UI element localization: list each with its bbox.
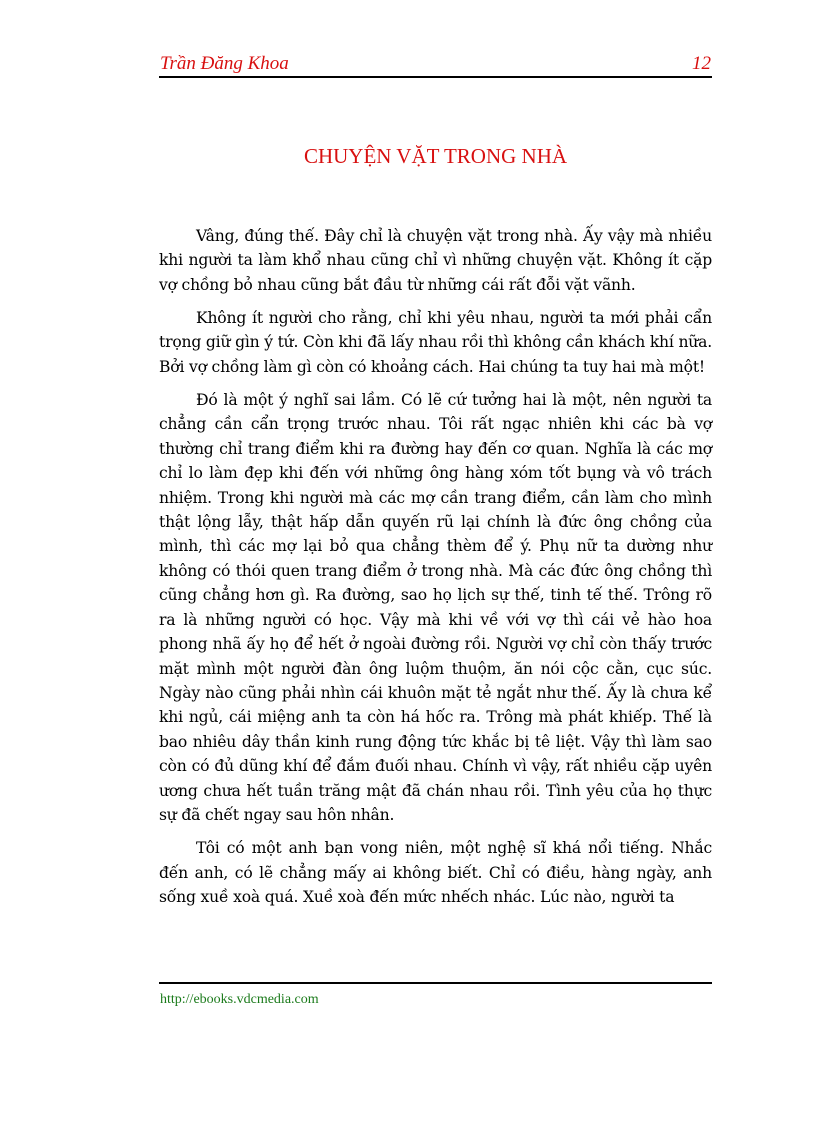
paragraph: Tôi có một anh bạn vong niên, một nghệ sĩ khá nổi tiếng. Nhắc đến anh, có lẽ chẳng mấy ai không biết. Chỉ có điều, hàng ngày, anh sống xuề xoà quá. Xuề xoà đến mức nhếch nhác. Lúc nào, người ta — [159, 839, 712, 906]
footer-link[interactable]: http://ebooks.vdcmedia.com — [160, 992, 319, 1007]
chapter-title: CHUYỆN VẶT TRONG NHÀ — [303, 144, 568, 168]
header-author: Trần Đăng Khoa — [160, 53, 289, 74]
body-text — [159, 224, 712, 918]
page-footer — [159, 982, 712, 1007]
page-header — [159, 52, 712, 78]
paragraph: Đó là một ý nghĩ sai lầm. Có lẽ cứ tưởng hai là một, nên người ta chẳng cần cẩn trọng trước nhau. Tôi rất ngạc nhiên khi các bà vợ thường chỉ trang điểm khi ra đường hay đến cơ quan. Nghĩa là các mợ chỉ lo làm đẹp khi đến với những ông hàng xóm tốt bụng và vô trách nhiệm. Trong khi người mà các mợ cần trang điểm, cần làm cho mình thật lộng lẫy, thật hấp dẫn quyến rũ lại chính là đức ông chồng của mình, thì các mợ lại bỏ qua chẳng thèm để ý. Phụ nữ ta dường như không có thói quen trang điểm ở trong nhà. Mà các đức ông chồng thì cũng chẳng hơn gì. Ra đường, sao họ lịch sự thế, tinh tế thế. Trông rõ ra là những người có học. Vậy mà khi về với vợ thì cái vẻ hào hoa phong nhã ấy họ để hết ở ngoài đường rồi. Người vợ chỉ còn thấy trước mặt mình một người đàn ông luộm thuộm, ăn nói cộc cằn, cục súc. Ngày nào cũng phải nhìn cái khuôn mặt tẻ ngắt như thế. Ấy là chưa kể khi ngủ, cái miệng anh ta còn há hốc ra. Trông mà phát khiếp. Thế là bao nhiêu dây thần kinh rung động tức khắc bị tê liệt. Vậy thì làm sao còn có đủ dũng khí để đắm đuối nhau. Chính vì vậy, rất nhiều cặp uyên ương chưa hết tuần trăng mật đã chán nhau rồi. Tình yêu của họ thực sự đã chết ngay sau hôn nhân. — [159, 391, 712, 824]
header-page-number: 12 — [692, 53, 711, 74]
paragraph: Không ít người cho rằng, chỉ khi yêu nhau, người ta mới phải cẩn trọng giữ gìn ý tứ. Còn khi đã lấy nhau rồi thì không cần khách khí nữa. Bởi vợ chồng làm gì còn có khoảng cách. Hai chúng ta tuy hai mà một! — [159, 309, 712, 376]
paragraph: Vâng, đúng thế. Đây chỉ là chuyện vặt trong nhà. Ấy vậy mà nhiều khi người ta làm khổ nhau cũng chỉ vì những chuyện vặt. Không ít cặp vợ chồng bỏ nhau cũng bắt đầu từ những cái rất đỗi vặt vãnh. — [159, 227, 712, 294]
